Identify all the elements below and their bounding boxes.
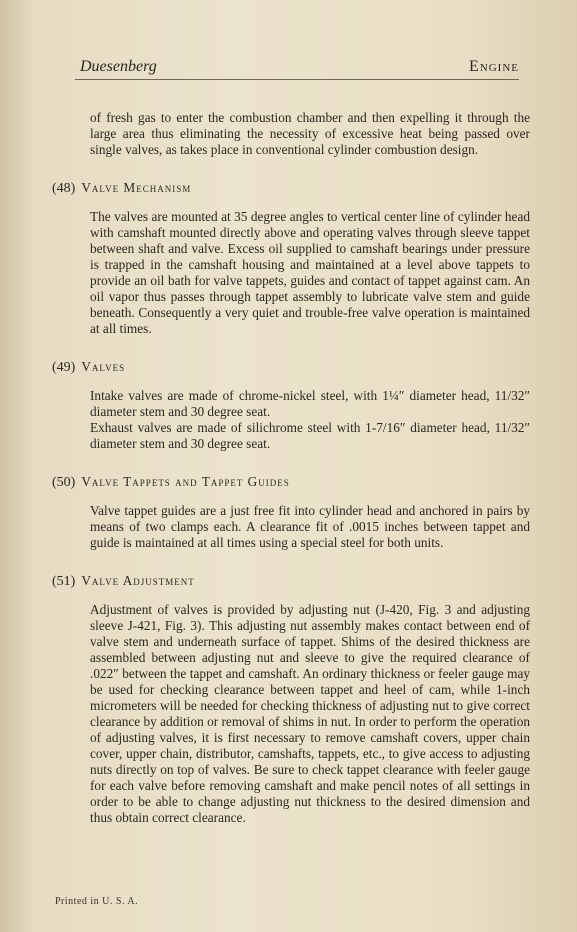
section-number: (50) [52,475,76,490]
section-49 [52,359,530,452]
intro-paragraph: of fresh gas to enter the combustion chamber and then expelling it through the large area thus eliminating the necessity of excessive heat being passed over single valves, as takes place in conventional cylinder combustion design. [90,110,530,157]
section-paragraph: The valves are mounted at 35 degree angles to vertical center line of cylinder head with camshaft mounted directly above and operating valves through sleeve tappet between shaft and valve. Excess oil supplied to camshaft bearings under pressure is trapped in the camshaft housing and maintained at a level above tappets to provide an oil bath for valve tappets, guides and contact of tappet against cam. An oil vapor thus passes through tappet assembly to lubricate valve stem and guide beneath. Consequently a very quiet and trouble-free valve operation is maintained at all times. [90,209,530,336]
section-48 [52,180,530,337]
header-section-title: Engine [469,58,519,75]
section-paragraph: Adjustment of valves is provided by adjusting nut (J-420, Fig. 3 and adjusting sleeve J-421, Fig. 3). This adjusting nut assembly makes contact between end of valve stem and underneath surface of tappet. Shims of the desired thickness are assembled between adjusting nut and sleeve to give the required clearance of .022″ between the tappet and camshaft. An ordinary thickness or feeler gauge may be used for checking clearance between tappet and heel of cam, while 1-inch micrometers will be needed for checking thickness of adjusting nut to give correct clearance by addition or removal of shims in nut. In order to perform the operation of adjusting valves, it is first necessary to remove camshaft covers, upper chain cover, upper chain, distributor, camshafts, tappets, etc., to give access to adjusting nuts directly on top of valves. Be sure to check tappet clearance with feeler gauge for each valve before removing camshaft and make pencil notes of all settings in order to be able to change adjusting nut thickness to the desired dimension and thus obtain correct clearance. [90,602,530,825]
section-title: Valve Adjustment [81,573,195,588]
section-paragraph: Exhaust valves are made of silichrome steel with 1-7/16″ diameter head, 11/32″ diameter stem and 30 degree seat. [90,420,530,451]
section-title: Valves [81,359,126,374]
section-heading [52,573,530,590]
section-50 [52,474,530,551]
section-title: Valve Mechanism [81,180,192,195]
section-number: (49) [52,360,76,375]
page-header [80,58,519,80]
section-number: (51) [52,574,76,589]
section-paragraph: Intake valves are made of chrome-nickel steel, with 1¼″ diameter head, 11/32″ diameter stem and 30 degree seat. [90,388,530,419]
page-body [52,110,530,826]
section-title: Valve Tappets and Tappet Guides [81,474,290,489]
section-51 [52,573,530,826]
header-brand: Duesenberg [80,58,157,75]
section-paragraph: Valve tappet guides are a just free fit into cylinder head and anchored in pairs by means of two clamps each. A clearance fit of .0015 inches between tappet and guide is maintained at all times using a special steel for both units. [90,503,530,550]
section-heading [52,474,530,491]
section-heading [52,180,530,197]
header-rule [75,79,519,80]
printed-footer: Printed in U. S. A. [55,896,139,907]
section-number: (48) [52,181,76,196]
section-heading [52,359,530,376]
